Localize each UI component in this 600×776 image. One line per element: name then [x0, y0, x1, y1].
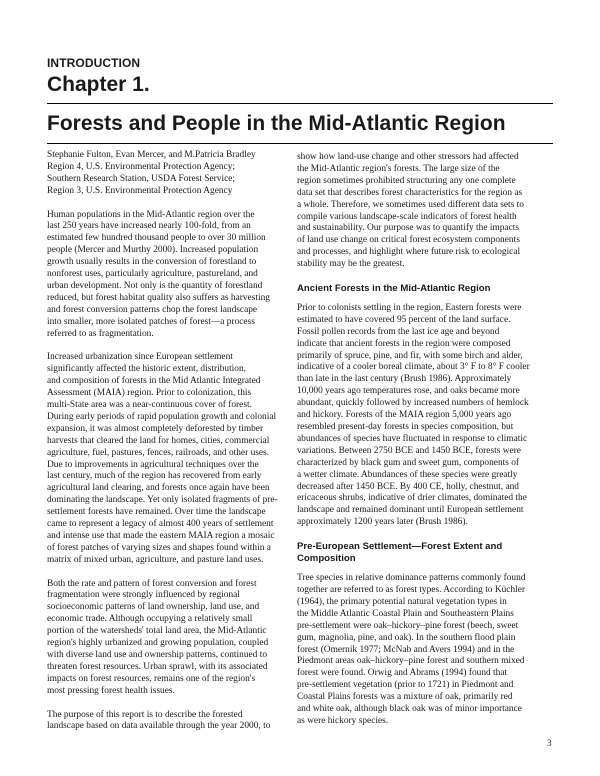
paragraph-purpose — [47, 710, 305, 734]
text-line: variations. Between 2750 BCE and 1450 BCE, forests were — [297, 445, 521, 456]
text-line: pre-settlement were oak–hickory–pine forest (beech, sweet — [297, 620, 519, 631]
text-line: people (Mercer and Murthy 2000). Increased population — [47, 245, 259, 256]
text-line: decreased after 1450 BCE. By 400 CE, holly, chestnut, and — [297, 481, 519, 492]
text-line: resembled present-day forests in species composition, but — [297, 422, 514, 433]
text-line: approximately 1200 years later (Brush 1986). — [297, 517, 468, 528]
author-line: Region 4, U.S. Environmental Protection Agency; — [47, 161, 235, 172]
paragraph-urbanization — [47, 352, 305, 566]
text-line: estimated few hundred thousand people to over 30 million — [47, 233, 266, 244]
author-line: Southern Research Station, USDA Forest Service; — [47, 173, 235, 184]
top-rule — [47, 103, 553, 104]
paragraph-fragmentation — [47, 579, 305, 698]
text-line: significantly affected the historic extent, distribution, — [47, 364, 246, 375]
text-line: and white oak, although black oak was of minor importance — [297, 704, 522, 715]
text-line: the Middle Atlantic Coastal Plain and Southeastern Plains — [297, 608, 514, 619]
text-line: a wetter climate. Abundances of these species were greatly — [297, 469, 518, 480]
text-line: During early periods of rapid population growth and colonial — [47, 411, 277, 422]
text-line: ericaceous shrubs, indicative of drier climates, dominated the — [297, 493, 527, 504]
section-heading-preeuropean-cont: Composition — [297, 553, 356, 565]
right-column — [297, 152, 555, 728]
text-line: data set that describes forest characteristics for the region as — [297, 187, 523, 198]
author-line: Stephanie Fulton, Evan Mercer, and M.Patricia Bradley — [47, 150, 256, 160]
paragraph-preeuropean — [297, 573, 555, 728]
page-title: Forests and People in the Mid-Atlantic Region — [47, 112, 506, 135]
section-heading-preeuropean: Pre-European Settlement—Forest Extent and — [297, 541, 503, 553]
text-line: Human populations in the Mid-Atlantic region over the — [47, 209, 255, 220]
text-line: referred to as fragmentation. — [47, 328, 154, 339]
text-line: region's highly urbanized and growing population, coupled — [47, 638, 269, 649]
text-line: Tree species in relative dominance patterns commonly found — [297, 573, 526, 584]
text-line: region sometimes prohibited structuring any one complete — [297, 175, 516, 186]
text-line: and composition of forests in the Mid Atlantic Integrated — [47, 376, 261, 387]
text-line: indicate that ancient forests in the region were composed — [297, 338, 511, 349]
text-line: came to represent a legacy of almost 400 years of settlement — [47, 519, 274, 530]
text-line: of forest patches of varying sizes and shapes found within a — [47, 542, 271, 553]
author-block — [47, 150, 305, 198]
page-number: 3 — [547, 738, 552, 748]
text-line: forest (Omernik 1977; McNab and Avers 1994) and in the — [297, 644, 515, 655]
text-line: Piedmont areas oak–hickory–pine forest and southern mixed — [297, 656, 525, 667]
section-kicker: INTRODUCTION — [47, 56, 141, 70]
text-line: matrix of mixed urban, agriculture, and pasture land uses. — [47, 554, 264, 565]
text-line: reduced, but forest habitat quality also suffers as harvesting — [47, 292, 270, 303]
left-column — [47, 150, 305, 733]
text-line: threaten forest resources. Urban sprawl, with its associated — [47, 661, 268, 672]
text-line: most pressing forest health issues. — [47, 685, 175, 696]
text-line: characterized by black gum and sweet gum, components of — [297, 457, 520, 468]
text-line: 10,000 years ago temperatures rose, and oaks became more — [297, 386, 520, 397]
text-line: last century, much of the region has recovered from early — [47, 471, 262, 482]
text-line: portion of the watersheds' total land area, the Mid-Atlantic — [47, 626, 267, 637]
text-line: than late in the last century (Brush 1986). Approximately — [297, 374, 512, 385]
text-line: harvests that cleared the land for homes, cities, commercial — [47, 435, 270, 446]
text-line: into smaller, more isolated patches of forest—a process — [47, 316, 255, 327]
text-line: together are referred to as forest types. According to Küchler — [297, 584, 526, 595]
text-line: agriculture, fuel, pastures, fences, railroads, and other uses. — [47, 447, 270, 458]
text-line: and forest conversion patterns chop the forest landscape — [47, 304, 258, 315]
text-line: dominating the landscape. Yet only isolated fragments of pre- — [47, 495, 278, 506]
text-line: estimated to have covered 95 percent of the land surface. — [297, 314, 511, 325]
text-line: impacts on forest resources, remains one of the region's — [47, 673, 256, 684]
text-line: abundant, quickly followed by increased numbers of hemlock — [297, 398, 529, 409]
author-line: Region 3, U.S. Environmental Protection Agency — [47, 185, 233, 196]
text-line: and hickory. Forests of the MAIA region 5,000 years ago — [297, 410, 512, 421]
text-line: and processes, and highlight where future risk to ecological — [297, 247, 521, 258]
text-line: Due to improvements in agricultural techniques over the — [47, 459, 259, 470]
text-line: Increased urbanization since European settlement — [47, 352, 233, 363]
text-line: Fossil pollen records from the last ice age and beyond — [297, 326, 500, 337]
text-line: settlement forests have remained. Over time the landscape — [47, 507, 266, 518]
text-line: Coastal Plains forests was a mixture of oak, primarily red — [297, 692, 513, 703]
text-line: growth usually results in the conversion of forestland to — [47, 257, 257, 268]
text-line: multi-State area was a near-continuous cover of forest. — [47, 400, 252, 410]
text-line: compile various landscape-scale indicators of forest health — [297, 211, 517, 222]
text-line: and intense use that made the eastern MAIA region a mosaic — [47, 530, 275, 541]
text-line: indicative of a cooler boreal climate, about 3° F to 8° F cooler — [297, 362, 530, 373]
text-line: pre-settlement vegetation (prior to 1721) in Piedmont and — [297, 680, 514, 691]
text-line: gum, magnolia, pine, and oak). In the southern flood plain — [297, 632, 516, 643]
text-line: landscape based on data available through the year 2000, to — [47, 721, 271, 732]
text-line: show how land-use change and other stressors had affected — [297, 152, 519, 162]
text-line: nonforest uses, particularly agriculture, pastureland, and — [47, 269, 258, 280]
text-line: expansion, it was almost completely deforested by timber — [47, 423, 264, 434]
text-line: primarily of spruce, pine, and fir, with some birch and alder, — [297, 350, 523, 361]
text-line: The purpose of this report is to describe the forested — [47, 709, 243, 720]
text-line: the Mid-Atlantic region's forests. The large size of the — [297, 163, 500, 174]
text-line: of land use change on critical forest ecosystem components — [297, 235, 520, 246]
text-line: abundances of species have fluctuated in response to climatic — [297, 433, 528, 444]
chapter-label: Chapter 1. — [47, 73, 150, 96]
text-line: (1964), the primary potential natural vegetation types in — [297, 596, 507, 607]
paragraph-intro — [47, 210, 305, 341]
text-line: urban development. Not only is the quantity of forestland — [47, 280, 263, 291]
text-line: economic trade. Although occupying a relatively small — [47, 614, 253, 625]
text-line: landscape and remained dominant until European settlement — [297, 505, 524, 516]
text-line: agricultural land clearing, and forests once again have been — [47, 483, 270, 494]
text-line: a whole. Therefore, we sometimes used different data sets to — [297, 199, 524, 210]
text-line: fragmentation were strongly influenced by regional — [47, 590, 240, 601]
text-line: Prior to colonists settling in the region, Eastern forests were — [297, 302, 522, 313]
text-line: socioeconomic patterns of land ownership, land use, and — [47, 602, 260, 613]
section-heading-ancient: Ancient Forests in the Mid-Atlantic Region — [297, 282, 491, 294]
paragraph-ancient — [297, 303, 555, 529]
text-line: forest were found. Orwig and Abrams (1994) found that — [297, 668, 508, 679]
paragraph-purpose-continued — [297, 152, 555, 271]
text-line: stability may be the greatest. — [297, 259, 405, 270]
title-rule — [47, 143, 553, 144]
text-line: and sustainability. Our purpose was to quantify the impacts — [297, 223, 520, 234]
text-line: Assessment (MAIA) region. Prior to colonization, this — [47, 388, 252, 399]
text-line: last 250 years have increased nearly 100-fold, from an — [47, 221, 251, 232]
text-line: as were hickory species. — [297, 715, 389, 726]
text-line: with diverse land use and ownership patterns, continued to — [47, 650, 268, 661]
text-line: Both the rate and pattern of forest conversion and forest — [47, 578, 257, 589]
